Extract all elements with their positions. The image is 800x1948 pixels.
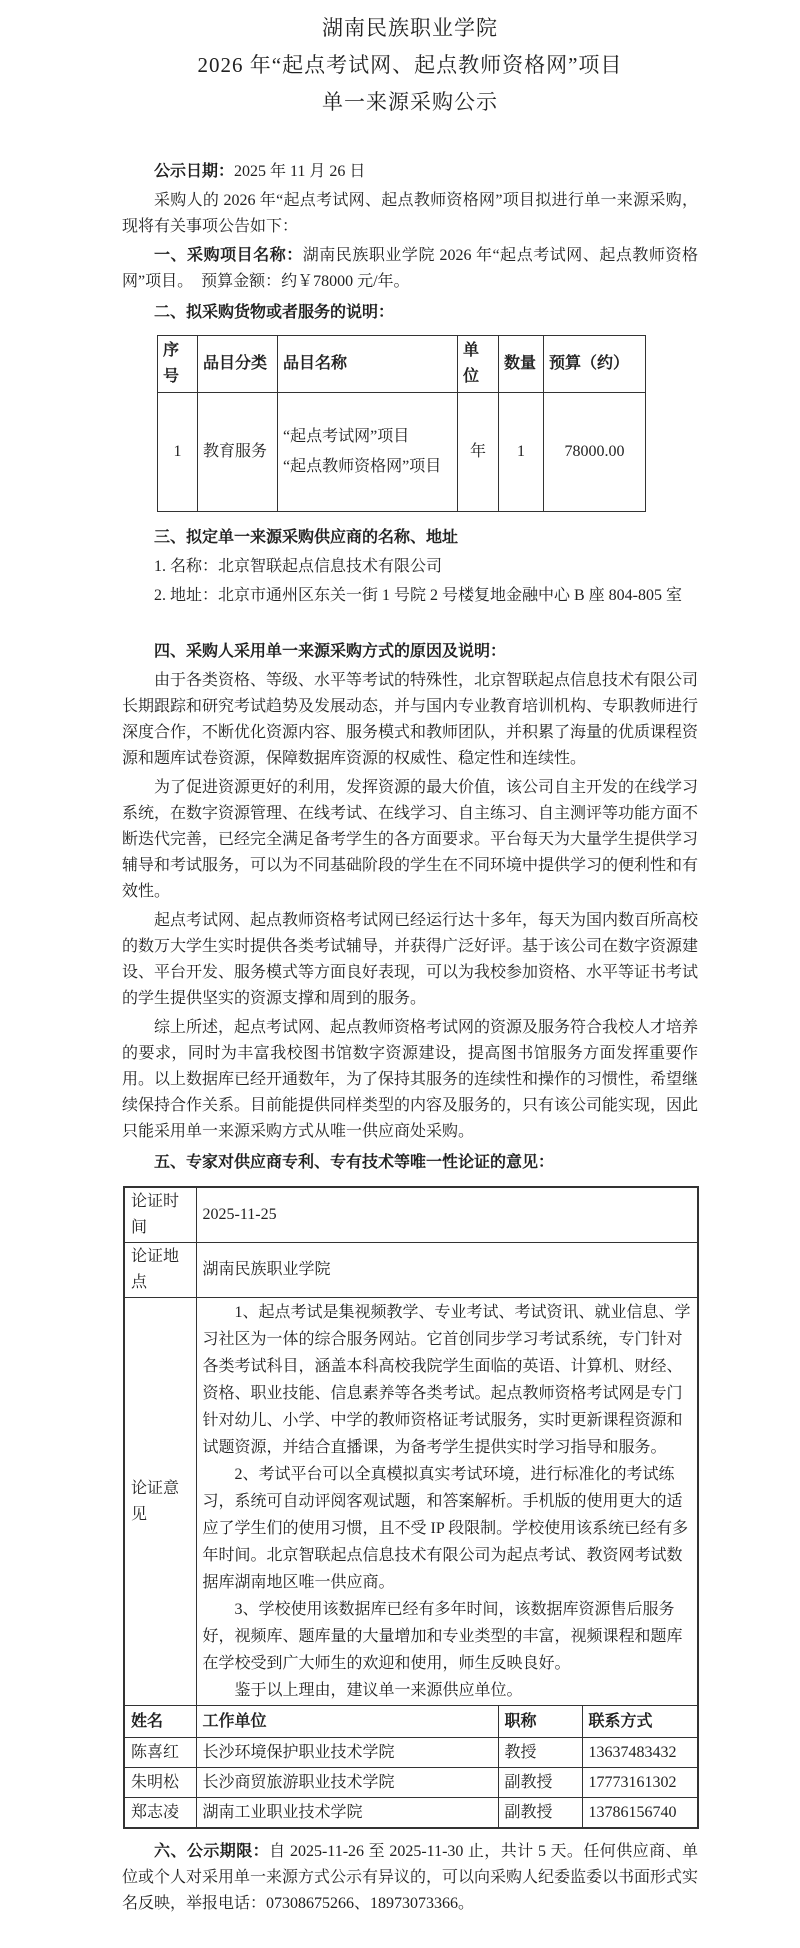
expert-row-3 — [124, 1798, 698, 1829]
reason-paragraph-2: 为了促进资源更好的利用，发挥资源的最大价值，该公司自主开发的在线学习系统，在数字资源管理、在线考试、在线学习、自主练习、自主测评等功能方面不断迭代完善，已经完全满足备考学生的各方面要求。平台每天为大量学生提供学习辅导和考试服务，可以为不同基础阶段的学生在不同环境中提供学习的便利性和有效性。 — [122, 779, 699, 900]
item-name-cell — [278, 393, 458, 512]
expert-row-1 — [124, 1738, 698, 1768]
experts-header-row — [124, 1706, 698, 1738]
items-table-header-row — [158, 336, 646, 393]
document-title-block — [122, 10, 698, 121]
opinion-paragraph-3: 3、学校使用该数据库已经有多年时间，该数据库资源售后服务好，视频库、题库量的大量增加和专业类型的丰富，视频课程和题库在学校受到广大师生的欢迎和使用，师生反映良好。 — [202, 1601, 683, 1672]
item-unit: 年 — [458, 393, 499, 512]
publish-date-value: 2025 年 11 月 26 日 — [234, 163, 366, 180]
section-5-heading: 五、专家对供应商专利、专有技术等唯一性论证的意见： — [154, 1154, 555, 1171]
reason-paragraph-1: 由于各类资格、等级、水平等考试的特殊性，北京智联起点信息技术有限公司长期跟踪和研究考试趋势及发展动态，并与国内专业教育培训机构、专职教师进行深度合作，不断优化资源内容、服务模式和教师团队，并积累了海量的优质课程资源和题库试卷资源，保障数据库资源的权威性、稳定性和连续性。 — [122, 672, 699, 767]
items-table — [157, 335, 646, 512]
expert-3-org: 湖南工业职业技术学院 — [196, 1798, 498, 1829]
experts-header-title: 职称 — [498, 1706, 582, 1738]
reason-paragraph-3: 起点考试网、起点教师资格考试网已经运行达十多年，每天为国内数百所高校的数万大学生实时提供各类考试辅导，并获得广泛好评。基于该公司在数字资源建设、平台开发、服务模式等方面良好表现，可以为我校参加资格、水平等证书考试的学生提供坚实的资源支撑和周到的服务。 — [122, 912, 699, 1007]
expert-3-phone: 13786156740 — [582, 1798, 698, 1829]
review-time-label: 论证时间 — [124, 1187, 196, 1243]
review-place-row — [124, 1243, 698, 1298]
opinion-paragraph-1: 1、起点考试是集视频教学、专业考试、考试资讯、就业信息、学习社区为一体的综合服务网站。它首创同步学习考试系统，专门针对各类考试科目，涵盖本科高校我院学生面临的英语、计算机、财经、资格、职业技能、信息素养等各类考试。起点教师资格考试网是专门针对幼儿、小学、中学的教师资格证考试服务，实时更新课程资源和试题资源，并结合直播课，为备考学生提供实时学习指导和服务。 — [202, 1304, 691, 1456]
items-header-qty: 数量 — [499, 336, 544, 393]
review-opinion-cell — [196, 1298, 698, 1706]
supplier-address: 2. 地址：北京市通州区东关一街 1 号院 2 号楼复地金融中心 B 座 804-805 室 — [154, 587, 683, 604]
title-line-2: 2026 年“起点考试网、起点教师资格网”项目 — [197, 53, 623, 77]
section-4-heading: 四、采购人采用单一来源采购方式的原因及说明： — [154, 643, 507, 660]
experts-header-name: 姓名 — [124, 1706, 196, 1738]
expert-1-org: 长沙环境保护职业技术学院 — [196, 1738, 498, 1768]
experts-header-phone: 联系方式 — [582, 1706, 698, 1738]
item-no: 1 — [158, 393, 198, 512]
items-header-name: 品目名称 — [278, 336, 458, 393]
item-qty: 1 — [499, 393, 544, 512]
review-time-value: 2025-11-25 — [196, 1187, 698, 1243]
expert-row-2 — [124, 1768, 698, 1798]
review-place-value: 湖南民族职业学院 — [196, 1243, 698, 1298]
expert-2-org: 长沙商贸旅游职业技术学院 — [196, 1768, 498, 1798]
section-2-heading: 二、拟采购货物或者服务的说明： — [154, 304, 395, 321]
item-name-line-1: “起点考试网”项目 — [283, 428, 410, 445]
items-table-row — [158, 393, 646, 512]
items-header-category: 品目分类 — [198, 336, 278, 393]
expert-3-name: 郑志凌 — [124, 1798, 196, 1829]
expert-2-title: 副教授 — [498, 1768, 582, 1798]
section-1-text: 湖南民族职业学院 2026 年“起点考试网、起点教师资格网”项目。 预算金额：约￥78000 元/年。 — [122, 247, 698, 290]
section-6-line — [122, 1839, 698, 1917]
items-header-unit: 单位 — [458, 336, 499, 393]
section-1-line — [122, 243, 698, 295]
title-line-3: 单一来源采购公示 — [322, 90, 498, 114]
review-place-label: 论证地点 — [124, 1243, 196, 1298]
item-name-line-2: “起点教师资格网”项目 — [283, 458, 442, 475]
expert-1-phone: 13637483432 — [582, 1738, 698, 1768]
experts-header-org: 工作单位 — [196, 1706, 498, 1738]
items-header-no: 序号 — [158, 336, 198, 393]
reason-paragraph-4: 综上所述，起点考试网、起点教师资格考试网的资源及服务符合我校人才培养的要求，同时为丰富我校图书馆数字资源建设，提高图书馆服务方面发挥重要作用。以上数据库已经开通数年，为了保持其服务的连续性和操作的习惯性，希望继续保持合作关系。目前能提供同样类型的内容及服务的，只有该公司能实现，因此只能采用单一来源采购方式从唯一供应商处采购。 — [122, 1019, 699, 1140]
section-1-heading: 一、采购项目名称： — [154, 247, 303, 264]
opinion-paragraph-4: 鉴于以上理由，建议单一来源供应单位。 — [234, 1682, 523, 1699]
publish-date-label: 公示日期： — [154, 163, 235, 180]
opinion-paragraph-2: 2、考试平台可以全真模拟真实考试环境，进行标准化的考试练习，系统可自动评阅客观试题，和答案解析。手机版的使用更大的适应了学生们的使用习惯，且不受 IP 段限制。学校使用该系统已经有多年时间。北京智联起点信息技术有限公司为起点考试、教资网考试数据库湖南地区唯一供应商。 — [202, 1466, 689, 1591]
item-category: 教育服务 — [198, 393, 278, 512]
expert-1-name: 陈喜红 — [124, 1738, 196, 1768]
section-6-heading: 六、公示期限： — [154, 1843, 270, 1860]
expert-review-table — [123, 1186, 699, 1829]
expert-1-title: 教授 — [498, 1738, 582, 1768]
intro-paragraph: 采购人的 2026 年“起点考试网、起点教师资格网”项目拟进行单一来源采购，现将有关事项公告如下： — [122, 192, 698, 235]
item-budget: 78000.00 — [544, 393, 646, 512]
section-6-text: 自 2025-11-26 至 2025-11-30 止，共计 5 天。任何供应商、单位或个人对采用单一来源方式公示有异议的，可以向采购人纪委监委以书面形式实名反映，举报电话：07308675266、18973073366。 — [122, 1843, 699, 1912]
publish-date-line — [122, 159, 698, 185]
expert-3-title: 副教授 — [498, 1798, 582, 1829]
expert-2-name: 朱明松 — [124, 1768, 196, 1798]
section-3-heading: 三、拟定单一来源采购供应商的名称、地址 — [154, 529, 459, 546]
items-header-budget: 预算（约） — [544, 336, 646, 393]
expert-2-phone: 17773161302 — [582, 1768, 698, 1798]
supplier-name: 1. 名称：北京智联起点信息技术有限公司 — [154, 558, 443, 575]
review-opinion-label: 论证意见 — [124, 1298, 196, 1706]
review-opinion-row — [124, 1298, 698, 1706]
review-time-row — [124, 1187, 698, 1243]
title-line-1: 湖南民族职业学院 — [322, 16, 498, 40]
